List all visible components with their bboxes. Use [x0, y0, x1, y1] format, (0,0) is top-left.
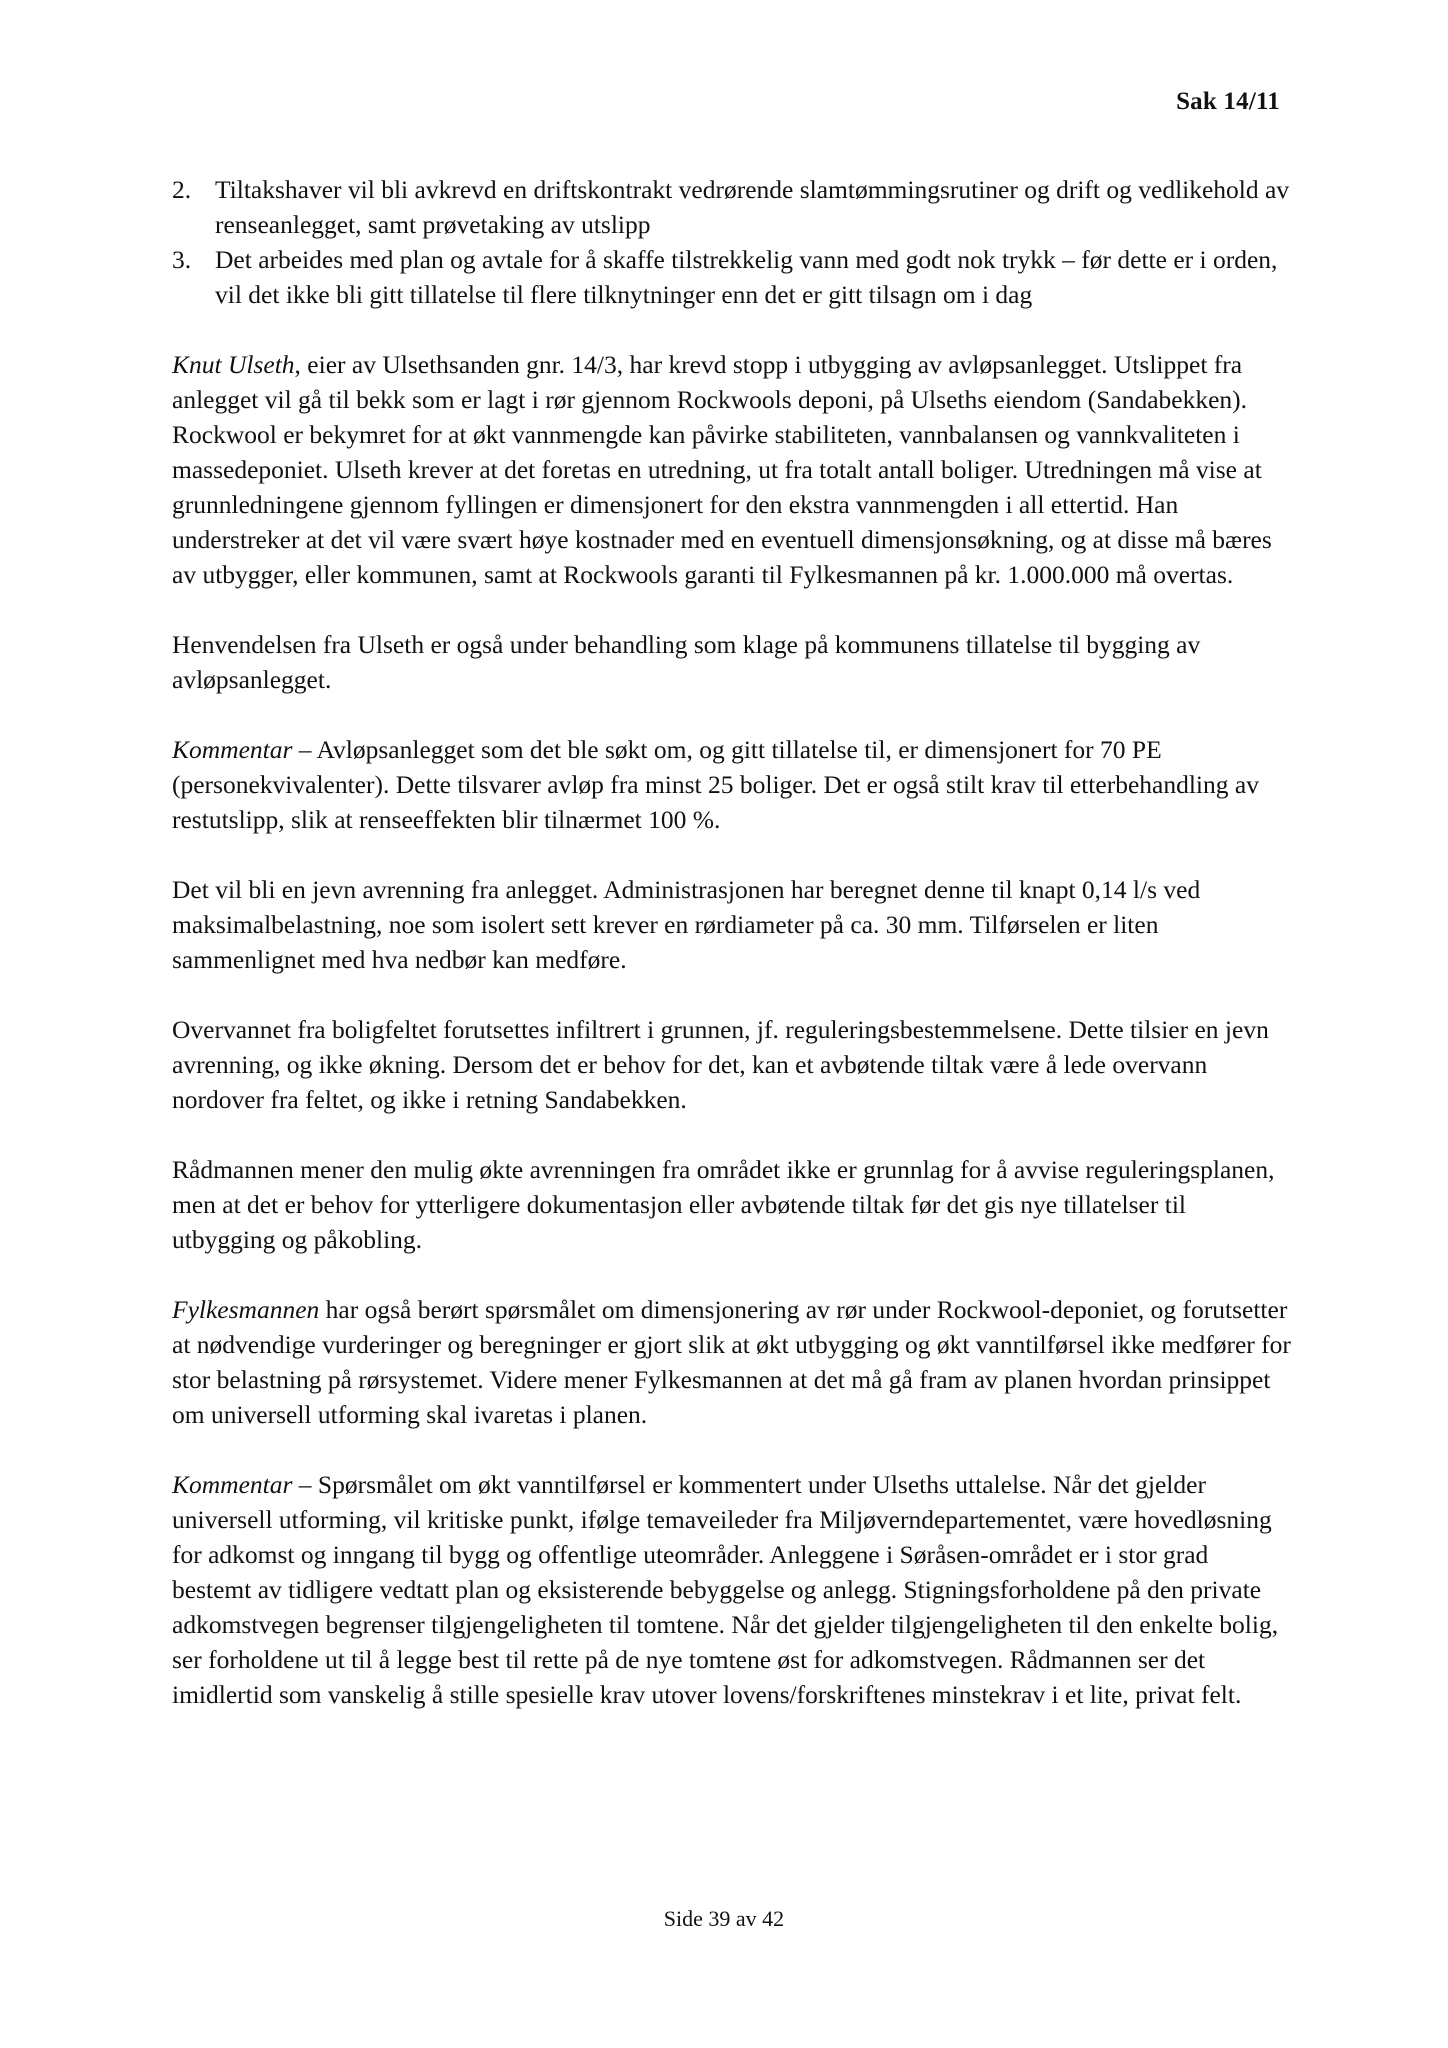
- paragraph-complaint: [172, 627, 1292, 697]
- list-item: [172, 242, 1292, 312]
- paragraph-radmannen: [172, 1152, 1292, 1257]
- paragraph-surface-water: [172, 1012, 1292, 1117]
- page-number: Side 39 av 42: [663, 1906, 785, 1931]
- paragraph-text: Henvendelsen fra Ulseth er også under behandling som klage på kommunens tillatelse til bygging av avløpsanlegget.: [172, 630, 1201, 694]
- paragraph-comment-2: [172, 1467, 1292, 1712]
- document-body: [172, 172, 1292, 1712]
- paragraph-text: Rådmannen mener den mulig økte avrenningen fra området ikke er grunnlag for å avvise reguleringsplanen, men at det er behov for ytterligere dokumentasjon eller avbøtende tiltak før det gis nye tillatelser til utbygging og påkobling.: [172, 1155, 1275, 1254]
- paragraph-text: Overvannet fra boligfeltet forutsettes infiltrert i grunnen, jf. reguleringsbestemmelsene. Dette tilsier en jevn avrenning, og ikke økning. Dersom det er behov for det, kan et avbøtende tiltak være å lede overvann nordover fra feltet, og ikke i retning Sandabekken.: [172, 1015, 1269, 1114]
- paragraph-text: – Spørsmålet om økt vanntilførsel er kommentert under Ulseths uttalelse. Når det gjelder universell utforming, vil kritiske punkt, ifølge temaveileder fra Miljøverndepartementet, være hovedløsning for adkomst og inngang til bygg og offentlige uteområder. Anleggene i Søråsen-området er i stor grad bestemt av tidligere vedtatt plan og eksisterende bebyggelse og anlegg. Stigningsforholdene på den private adkomstvegen begrenser tilgjengeligheten til tomtene. Når det gjelder tilgjengeligheten til den enkelte bolig, ser forholdene ut til å legge best til rette på de nye tomtene øst for adkomstvegen. Rådmannen ser det imidlertid som vanskelig å stille spesielle krav utover lovens/forskriftenes minstekrav i et lite, privat felt.: [172, 1470, 1279, 1709]
- numbered-list: [172, 172, 1292, 312]
- list-item-text: Tiltakshaver vil bli avkrevd en driftskontrakt vedrørende slamtømmingsrutiner og drift og vedlikehold av renseanlegget, samt prøvetaking av utslipp: [215, 175, 1290, 239]
- paragraph-lead: Kommentar: [172, 1470, 293, 1499]
- paragraph-lead: Fylkesmannen: [172, 1295, 320, 1324]
- paragraph-fylkesmannen: [172, 1292, 1292, 1432]
- paragraph-lead: Knut Ulseth: [172, 350, 295, 379]
- paragraph-text: har også berørt spørsmålet om dimensjonering av rør under Rockwool-deponiet, og forutsetter at nødvendige vurderinger og beregninger er gjort slik at økt utbygging og økt vanntilførsel ikke medfører for stor belastning på rørsystemet. Videre mener Fylkesmannen at det må gå fram av planen hvordan prinsippet om universell utforming skal ivaretas i planen.: [172, 1295, 1291, 1429]
- paragraph-text: Det vil bli en jevn avrenning fra anlegget. Administrasjonen har beregnet denne til knapt 0,14 l/s ved maksimalbelastning, noe som isolert sett krever en rørdiameter på ca. 30 mm. Tilførselen er liten sammenlignet med hva nedbør kan medføre.: [172, 875, 1201, 974]
- list-item: [172, 172, 1292, 242]
- case-reference: Sak 14/11: [1176, 88, 1280, 115]
- list-item-number: 2.: [172, 175, 192, 204]
- list-item-text: Det arbeides med plan og avtale for å skaffe tilstrekkelig vann med godt nok trykk – før dette er i orden, vil det ikke bli gitt tillatelse til flere tilknytninger enn det er gitt tilsagn om i dag: [215, 245, 1278, 309]
- paragraph-comment-1: [172, 732, 1292, 837]
- paragraph-text: – Avløpsanlegget som det ble søkt om, og gitt tillatelse til, er dimensjonert for 70 PE (personekvivalenter). Dette tilsvarer avløp fra minst 25 boliger. Det er også stilt krav til etterbehandling av restutslipp, slik at renseeffekten blir tilnærmet 100 %.: [172, 735, 1259, 834]
- list-item-number: 3.: [172, 245, 192, 274]
- paragraph-ulseth: [172, 347, 1292, 592]
- paragraph-lead: Kommentar: [172, 735, 293, 764]
- paragraph-runoff: [172, 872, 1292, 977]
- paragraph-text: , eier av Ulsethsanden gnr. 14/3, har krevd stopp i utbygging av avløpsanlegget. Utslippet fra anlegget vil gå til bekk som er lagt i rør gjennom Rockwools deponi, på Ulseths eiendom (Sandabekken). Rockwool er bekymret for at økt vannmengde kan påvirke stabiliteten, vannbalansen og vannkvaliteten i massedeponiet. Ulseth krever at det foretas en utredning, ut fra totalt antall boliger. Utredningen må vise at grunnledningene gjennom fyllingen er dimensjonert for den ekstra vannmengden i all ettertid. Han understreker at det vil være svært høye kostnader med en eventuell dimensjonsøkning, og at disse må bæres av utbygger, eller kommunen, samt at Rockwools garanti til Fylkesmannen på kr. 1.000.000 må overtas.: [172, 350, 1272, 589]
